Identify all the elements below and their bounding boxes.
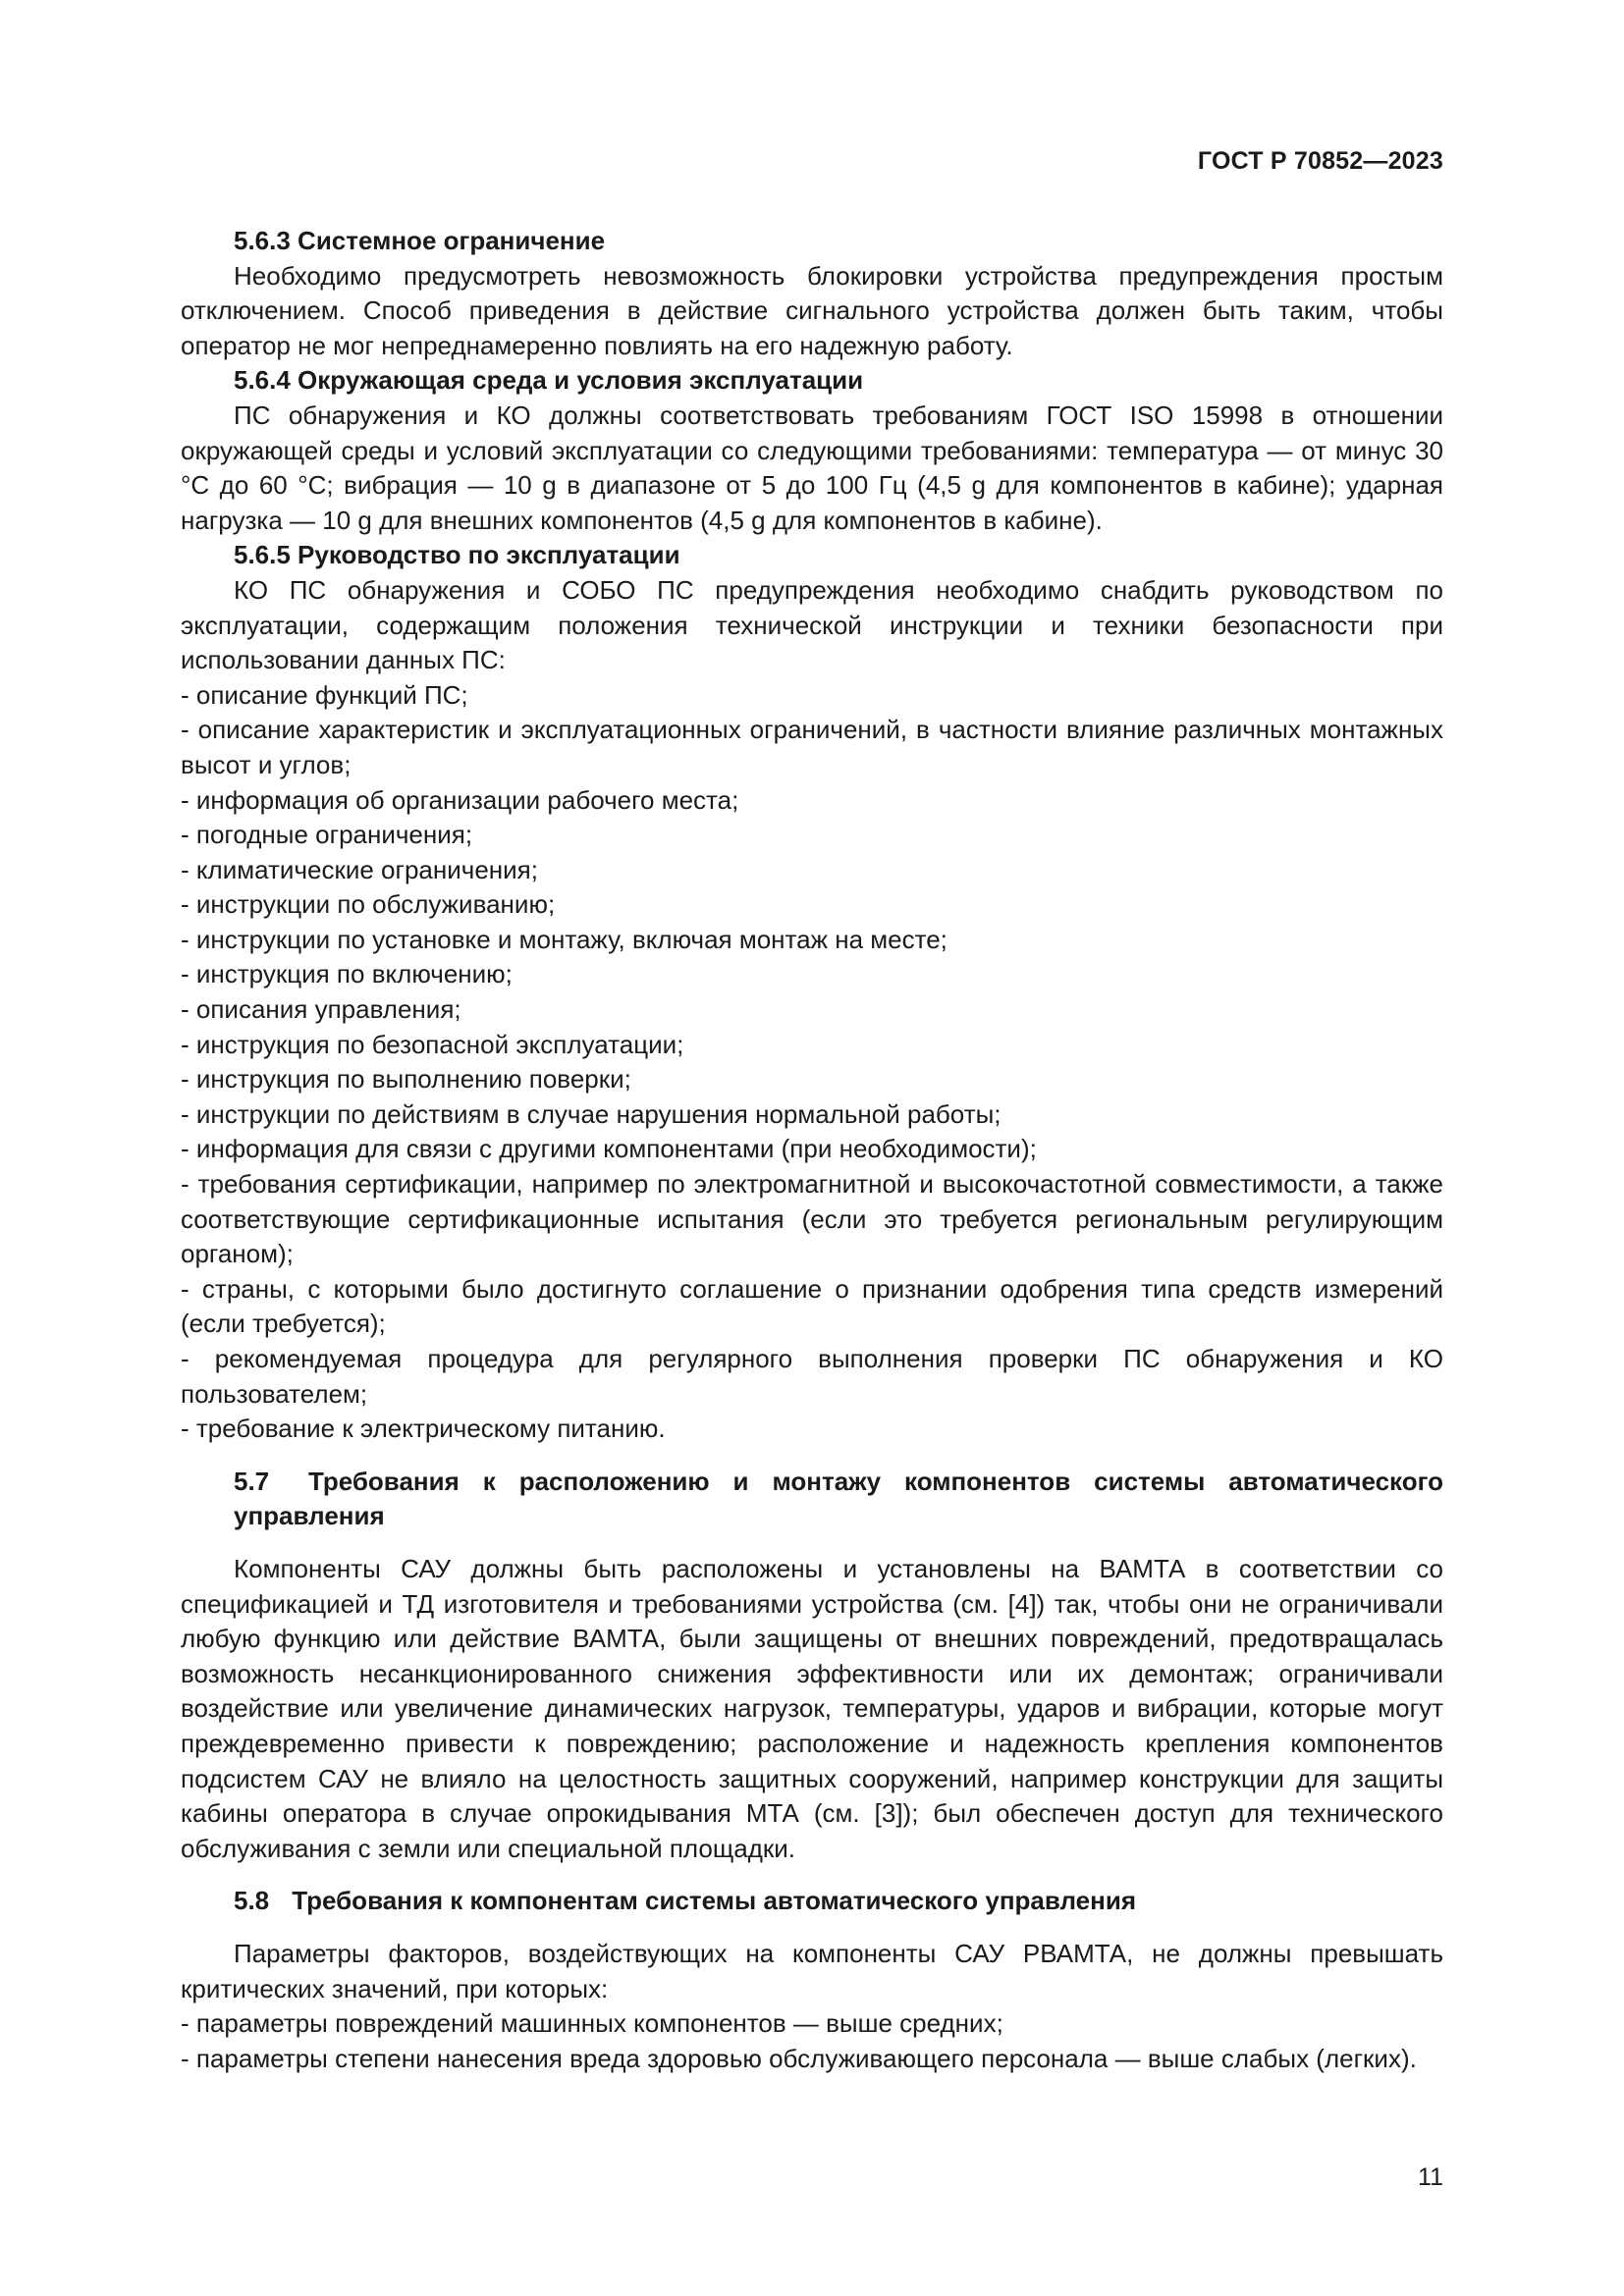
document-id-header: ГОСТ Р 70852—2023 <box>1197 147 1443 175</box>
list-item: - инструкции по обслуживанию; <box>181 889 556 920</box>
section-5-6-3-text: Необходимо предусмотреть невозможность блокировки устройства предупреждения простым отключением. Способ приведения в действие сигнального устройства должен быть таким, чтобы оператор не мог непреднамеренно повлиять на его надежную работу. <box>181 260 1443 360</box>
section-5-6-5-intro: КО ПС обнаружения и СОБО ПС предупреждения необходимо снабдить руководством по эксплуатации, содержащим положения технической инструкции и техники безопасности при использовании данных ПС: <box>181 574 1443 675</box>
manual-requirements-list <box>181 678 1443 1447</box>
list-item: - требование к электрическому питанию. <box>181 1414 666 1444</box>
list-item: - информация для связи с другими компонентами (при необходимости); <box>181 1134 1037 1164</box>
list-item: - инструкции по действиям в случае нарушения нормальной работы; <box>181 1098 1001 1129</box>
section-5-7-title: Требования к расположению и монтажу компонентов системы автоматического управления <box>234 1466 1443 1531</box>
section-5-7-heading <box>181 1465 1443 1534</box>
list-item: - страны, с которыми было достигнуто соглашение о признании одобрения типа средств измерений (если требуется); <box>181 1273 1443 1339</box>
document-body <box>181 224 1443 2076</box>
list-item: - описание функций ПС; <box>181 679 468 710</box>
section-5-8-heading <box>181 1884 1443 1919</box>
section-5-7-number: 5.7 <box>234 1466 270 1496</box>
section-5-6-4-text: ПС обнаружения и КО должны соответствовать требованиям ГОСТ ISO 15998 в отношении окружающей среды и условий эксплуатации со следующими требованиями: температура — от минус 30 °С до 60 °С; вибрация — 10 g в диапазоне от 5 до 100 Гц (4,5 g для компонентов в кабине); ударная нагрузка — 10 g для внешних компонентов (4,5 g для компонентов в кабине). <box>181 400 1443 535</box>
section-5-6-5-heading: 5.6.5 Руководство по эксплуатации <box>234 540 680 570</box>
section-5-8-title: Требования к компонентам системы автоматического управления <box>292 1886 1136 1916</box>
list-item: - инструкции по установке и монтажу, включая монтаж на месте; <box>181 924 947 954</box>
list-item: - описания управления; <box>181 994 461 1025</box>
list-item: - климатические ограничения; <box>181 854 538 884</box>
list-item: - инструкция по включению; <box>181 959 513 989</box>
list-item: - инструкция по безопасной эксплуатации; <box>181 1029 684 1059</box>
section-5-6-3-heading: 5.6.3 Системное ограничение <box>234 226 606 255</box>
critical-parameters-list <box>181 2006 1443 2076</box>
list-item: - информация об организации рабочего места; <box>181 784 739 815</box>
section-5-6-4-heading: 5.6.4 Окружающая среда и условия эксплуатации <box>234 365 864 396</box>
list-item: - параметры степени нанесения вреда здоровью обслуживающего персонала — выше слабых (легких). <box>181 2043 1417 2073</box>
list-item: - погодные ограничения; <box>181 820 473 850</box>
section-5-7-text: Компоненты САУ должны быть расположены и установлены на ВАМТА в соответствии со спецификацией и ТД изготовителя и требованиями устройства (см. [4]) так, чтобы они не ограничивали любую функцию или действие ВАМТА, были защищены от внешних повреждений, предотвращалась возможность несанкционированного снижения эффективности или их демонтаж; ограничивали воздействие или увеличение динамических нагрузок, температуры, ударов и вибрации, которые могут преждевременно привести к повреждению; расположение и надежность крепления компонентов подсистем САУ не влияло на целостность защитных сооружений, например конструкции для защиты кабины оператора в случае опрокидывания МТА (см. [3]); был обеспечен доступ для технического обслуживания с земли или специальной площадки. <box>181 1553 1443 1863</box>
list-item: - рекомендуемая процедура для регулярного выполнения проверки ПС обнаружения и КО пользователем; <box>181 1344 1443 1409</box>
list-item: - параметры повреждений машинных компонентов — выше средних; <box>181 2008 1003 2039</box>
list-item: - описание характеристик и эксплуатационных ограничений, в частности влияние различных монтажных высот и углов; <box>181 715 1443 779</box>
page-number: 11 <box>1418 2163 1443 2191</box>
list-item: - требования сертификации, например по электромагнитной и высокочастотной совместимости, а также соответствующие сертификационные испытания (если это требуется региональным регулирующим органом); <box>181 1169 1443 1269</box>
section-5-8-number: 5.8 <box>234 1886 270 1916</box>
list-item: - инструкция по выполнению поверки; <box>181 1064 631 1095</box>
section-5-8-intro: Параметры факторов, воздействующих на компоненты САУ РВАМТА, не должны превышать критических значений, при которых: <box>181 1938 1443 2003</box>
